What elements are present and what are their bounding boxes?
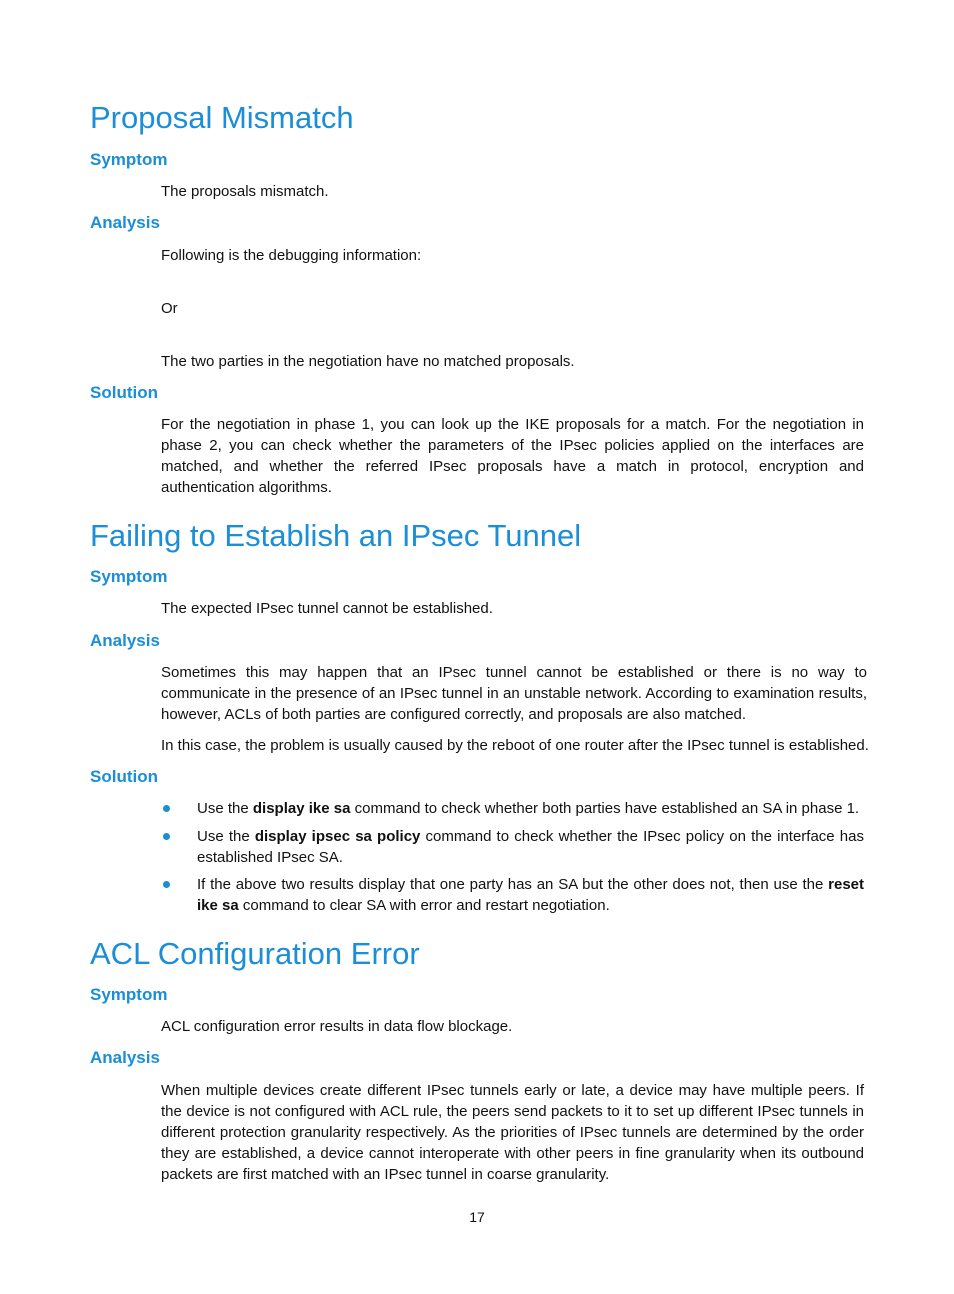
section-title-failing-ipsec-tunnel: Failing to Establish an IPsec Tunnel [90,518,582,553]
bullet-text-pre: If the above two results display that one party has an SA but the other does not, then use the [197,876,829,893]
analysis-intro: Following is the debugging information: [161,247,422,264]
analysis-or: Or [161,300,178,317]
solution-bullet-item [197,874,864,916]
symptom-text: The proposals mismatch. [161,183,329,200]
solution-text: For the negotiation in phase 1, you can look up the IKE proposals for a match. For the negotiation in phase 2, you can check whether the parameters of the IPsec policies applied on the interfaces are matched, and whether the referred IPsec proposals have a match in protocol, encryption and authentication algorithms. [161,416,864,496]
analysis-text: The two parties in the negotiation have no matched proposals. [161,353,575,370]
analysis-heading: Analysis [90,1048,160,1067]
bullet-command: reset ike sa [197,876,864,914]
section-title-acl-configuration-error: ACL Configuration Error [90,936,420,971]
symptom-text: ACL configuration error results in data flow blockage. [161,1018,513,1035]
bullet-command: display ike sa [252,800,351,817]
solution-bullet-item [197,798,864,819]
symptom-text: The expected IPsec tunnel cannot be established. [161,600,493,617]
bullet-command: display ipsec sa policy [254,828,421,845]
bullet-icon [163,833,170,840]
analysis-paragraph-2: In this case, the problem is usually caused by the reboot of one router after the IPsec tunnel is established. [161,737,869,754]
bullet-text-pre: Use the [197,828,255,845]
solution-heading: Solution [90,767,158,786]
analysis-heading: Analysis [90,631,160,650]
analysis-paragraph-1: Sometimes this may happen that an IPsec tunnel cannot be established or there is no way to communicate in the presence of an IPsec tunnel in an unstable network. According to examination results, however, ACLs of both parties are configured correctly, and proposals are also matched. [161,664,867,723]
bullet-text-post: command to check whether both parties have established an SA in phase 1. [350,800,860,817]
bullet-icon [163,881,170,888]
section-title-proposal-mismatch: Proposal Mismatch [90,100,354,135]
symptom-heading: Symptom [90,985,168,1004]
solution-heading: Solution [90,383,158,402]
bullet-icon [163,805,170,812]
analysis-text: When multiple devices create different IPsec tunnels early or late, a device may have multiple peers. If the device is not configured with ACL rule, the peers send packets to it to set up different IPsec tunnels in different protection granularity respectively. As the priorities of IPsec tunnels are determined by the order they are established, a device cannot interoperate with other peers in fine granularity when its outbound packets are first matched with an IPsec tunnel in coarse granularity. [161,1082,864,1183]
bullet-text-pre: Use the [197,800,253,817]
symptom-heading: Symptom [90,150,168,169]
bullet-text-post: command to clear SA with error and restart negotiation. [238,897,610,914]
solution-bullet-item [197,826,864,868]
analysis-heading: Analysis [90,213,160,232]
bullet-text-post: command to check whether the IPsec policy on the interface has established IPsec SA. [197,828,864,866]
page-number: 17 [469,1209,485,1225]
symptom-heading: Symptom [90,567,168,586]
